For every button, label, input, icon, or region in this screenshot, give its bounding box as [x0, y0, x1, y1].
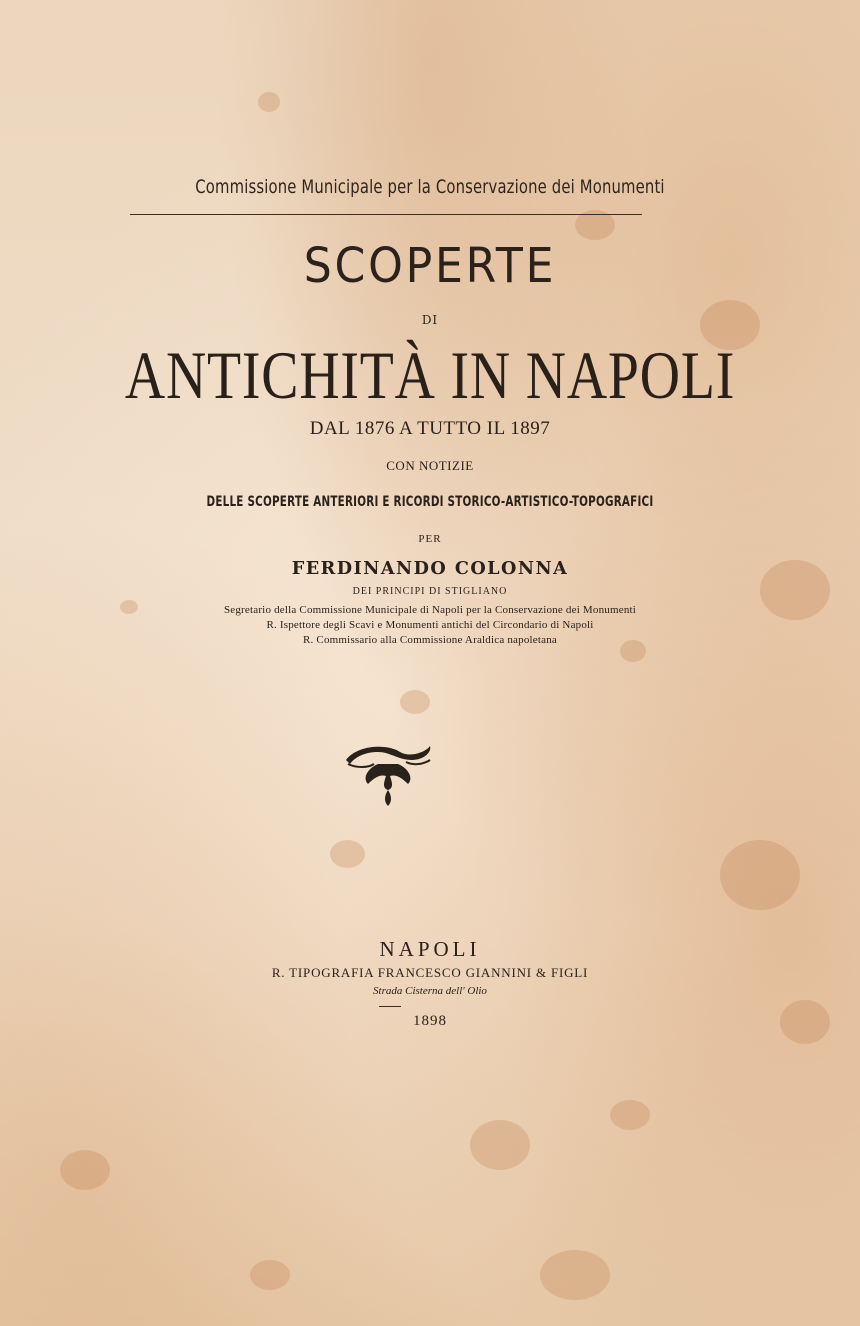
imprint-printer: R. TIPOGRAFIA FRANCESCO GIANNINI & FIGLI: [271, 965, 589, 980]
imprint-year: 1898: [413, 1013, 447, 1029]
author-position: R. Commissario alla Commissione Araldica napoletana: [303, 634, 557, 646]
author-position: R. Ispettore degli Scavi e Monumenti antichi del Circondario di Napoli: [266, 619, 594, 631]
title-line-2: ANTICHITÀ IN NAPOLI: [124, 337, 736, 413]
imprint-rule: [379, 1006, 401, 1007]
commission-header: Commissione Municipale per la Conservazione dei Monumenti: [195, 176, 665, 198]
subtitle-details: DELLE SCOPERTE ANTERIORI E RICORDI STORICO-ARTISTICO-TOPOGRAFICI: [206, 494, 654, 510]
title-dates: DAL 1876 A TUTTO IL 1897: [309, 418, 551, 439]
title-connector: DI: [421, 313, 439, 327]
author-lineage: DEI PRINCIPI DI STIGLIANO: [352, 586, 508, 597]
author-position: Segretario della Commissione Municipale di Napoli per la Conservazione dei Monumenti: [223, 604, 637, 616]
imprint-street: Strada Cisterna dell' Olio: [373, 985, 487, 997]
author-name: FERDINANDO COLONNA: [291, 558, 569, 579]
author-per: PER: [418, 533, 442, 545]
imprint-city: NAPOLI: [379, 937, 481, 961]
title-line-1: SCOPERTE: [303, 238, 557, 294]
subtitle-con-notizie: CON NOTIZIE: [386, 458, 474, 473]
header-rule: [130, 214, 642, 215]
floral-fleuron-icon: [338, 738, 438, 810]
